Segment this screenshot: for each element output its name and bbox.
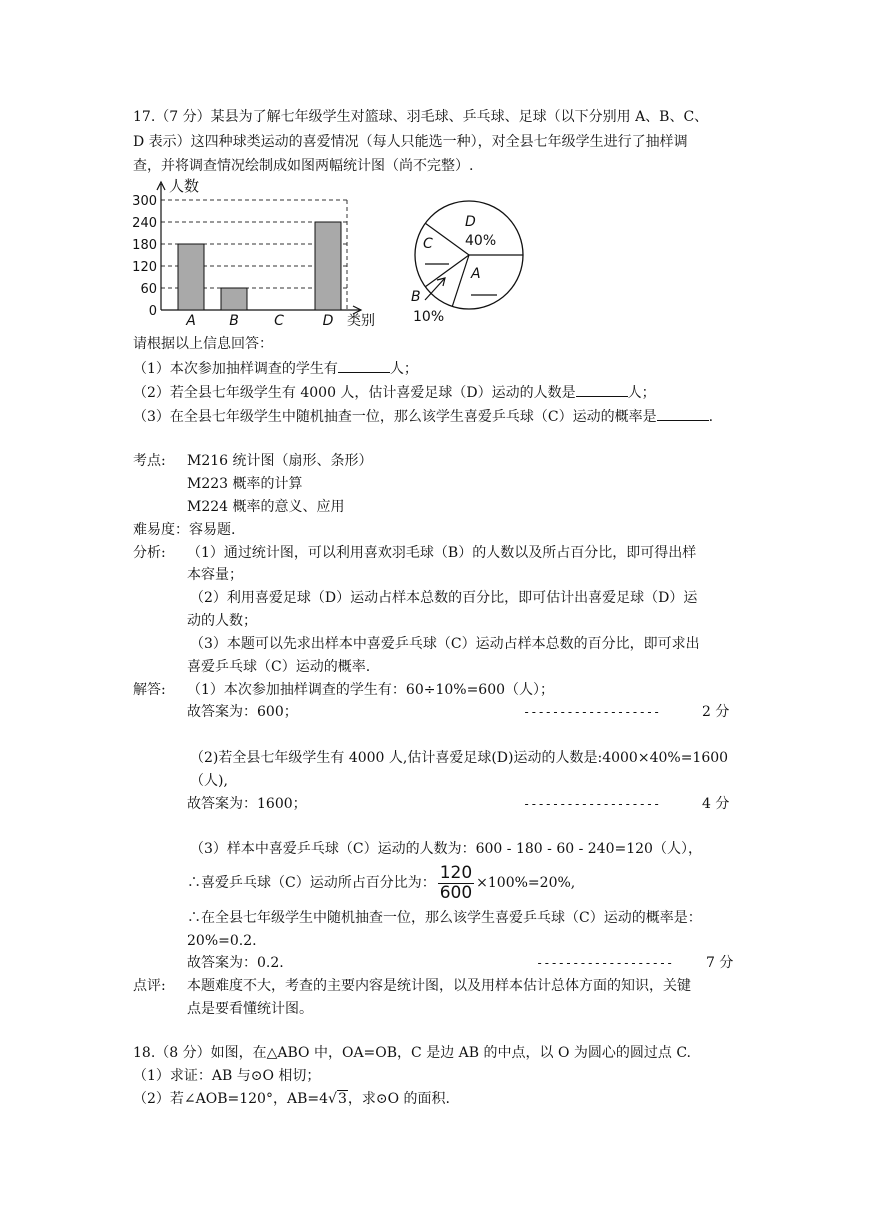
q17-line-1: 17.（7 分）某县为了解七年级学生对篮球、羽毛球、乒乓球、足球（以下分别用 A、B、C、 (133, 109, 709, 125)
dianping-2: 点是要看懂统计图。 (187, 1001, 313, 1017)
score-dashes-2: ------------------- (523, 797, 661, 811)
q17-sub-3-text: （3）在全县七年级学生中随机抽查一位，那么该学生喜爱乒乓球（C）运动的概率是 (133, 409, 657, 425)
jieda-3: （2)若全县七年级学生有 4000 人,估计喜爱足球(D)运动的人数是:4000×40%=1600 (190, 750, 729, 766)
y-tick-label: 120 (132, 260, 157, 275)
q17-prompt: 请根据以上信息回答： (133, 336, 273, 352)
fenxi-label: 分析: (133, 545, 166, 561)
q17-sub-1 (133, 358, 418, 379)
q18-line-3 (133, 1089, 450, 1109)
sqrt-radicand: 3 (337, 1091, 347, 1107)
bar-b (221, 288, 247, 310)
pie-value-d: 40% (465, 233, 497, 249)
q17-sub-1-end: 人； (389, 361, 418, 377)
fraction-denominator: 600 (439, 882, 473, 903)
jieda-5: 故答案为：1600； (187, 796, 307, 812)
y-tick-label: 180 (132, 238, 157, 253)
sqrt-symbol: √3 (328, 1091, 347, 1107)
pie-label-a: A (471, 266, 481, 282)
jieda-6: （3）样本中喜爱乒乓球（C）运动的人数为：600 - 180 - 60 - 240=120（人）， (190, 841, 702, 857)
pie-chart (405, 196, 535, 328)
answer-blank-3[interactable] (657, 406, 709, 421)
difficulty: 难易度：容易题. (133, 522, 236, 538)
q18-line-1: 18.（8 分）如图，在△ABO 中，OA=OB，C 是边 AB 的中点，以 O 为圆心的圆过点 C. (133, 1045, 692, 1061)
score-4: 4 分 (702, 796, 730, 812)
y-axis-label: 人数 (169, 177, 200, 195)
score-dashes-3: ------------------- (536, 956, 674, 970)
pie-label-d: D (465, 214, 476, 230)
kaodian-2: M223 概率的计算 (187, 476, 303, 492)
jieda-7-text: ∴喜爱乒乓球（C）运动所占百分比为： (187, 875, 436, 891)
pie-label-c: C (423, 236, 433, 252)
fraction (438, 864, 474, 903)
q18-line-3-end: ，求⊙O 的面积. (347, 1091, 450, 1107)
y-tick-label: 0 (148, 304, 157, 319)
q17-line-2: D 表示）这四种球类运动的喜爱情况（每人只能选一种），对全县七年级学生进行了抽样调 (133, 134, 688, 150)
jieda-2: 故答案为：600； (187, 704, 298, 720)
q17-sub-2-text: （2）若全县七年级学生有 4000 人，估计喜爱足球（D）运动的人数是 (133, 385, 576, 401)
y-tick-label: 60 (140, 282, 157, 297)
fraction-numerator: 120 (439, 862, 473, 883)
y-tick-label: 300 (132, 194, 157, 209)
jieda-1: （1）本次参加抽样调查的学生有：60÷10%=600（人）； (187, 682, 555, 698)
fenxi-4: 动的人数； (187, 613, 257, 629)
answer-blank-2[interactable] (576, 382, 628, 397)
q17-sub-3-end: . (708, 409, 714, 425)
pie-label-b: B (411, 289, 421, 305)
q17-sub-2-end: 人； (627, 385, 656, 401)
score-2: 2 分 (702, 704, 730, 720)
x-axis-label: 类别 (347, 313, 375, 328)
q17-line-3: 查，并将调查情况绘制成如图两幅统计图（尚不完整）. (133, 158, 474, 174)
x-tick-label: A (186, 313, 196, 328)
jieda-7 (187, 862, 575, 904)
x-tick-label: B (229, 313, 239, 328)
q18-line-2: （1）求证：AB 与⊙O 相切； (133, 1068, 321, 1084)
x-tick-label: C (274, 313, 284, 328)
fenxi-1: （1）通过统计图，可以利用喜欢羽毛球（B）的人数以及所占百分比，即可得出样 (187, 545, 697, 561)
jieda-4: （人), (190, 773, 228, 789)
dianping-label: 点评: (133, 978, 166, 994)
pie-value-b: 10% (413, 309, 445, 325)
fenxi-6: 喜爱乒乓球（C）运动的概率. (187, 659, 371, 675)
bar-a (178, 244, 204, 310)
fenxi-5: （3）本题可以先求出样本中喜爱乒乓球（C）运动占样本总数的百分比，即可求出 (190, 636, 700, 652)
q17-sub-2 (133, 382, 656, 403)
jieda-10: 故答案为：0.2. (187, 955, 284, 971)
kaodian-1: M216 统计图（扇形、条形） (187, 453, 373, 469)
kaodian-label: 考点: (133, 453, 166, 469)
bar-d (315, 222, 341, 310)
fenxi-2: 本容量； (187, 567, 243, 583)
y-tick-label: 240 (132, 216, 157, 231)
jieda-9: 20%=0.2. (187, 933, 257, 949)
q17-sub-3 (133, 406, 713, 427)
jieda-label: 解答: (133, 682, 166, 698)
answer-blank-1[interactable] (338, 358, 390, 373)
fenxi-3: （2）利用喜爱足球（D）运动占样本总数的百分比，即可估计出喜爱足球（D）运 (190, 590, 698, 606)
jieda-8: ∴在全县七年级学生中随机抽查一位，那么该学生喜爱乒乓球（C）运动的概率是： (187, 910, 702, 926)
kaodian-3: M224 概率的意义、应用 (187, 499, 345, 515)
q18-line-3-text: （2）若∠AOB=120°，AB=4 (133, 1091, 329, 1107)
jieda-7-end: ×100%=20%, (476, 875, 576, 891)
score-7: 7 分 (706, 955, 734, 971)
x-tick-label: D (322, 313, 334, 328)
bar-chart (125, 176, 385, 328)
dianping-1: 本题难度不大，考查的主要内容是统计图，以及用样本估计总体方面的知识，关键 (187, 978, 691, 994)
q17-sub-1-text: （1）本次参加抽样调查的学生有 (133, 361, 338, 377)
score-dashes-1: ------------------- (523, 705, 661, 719)
